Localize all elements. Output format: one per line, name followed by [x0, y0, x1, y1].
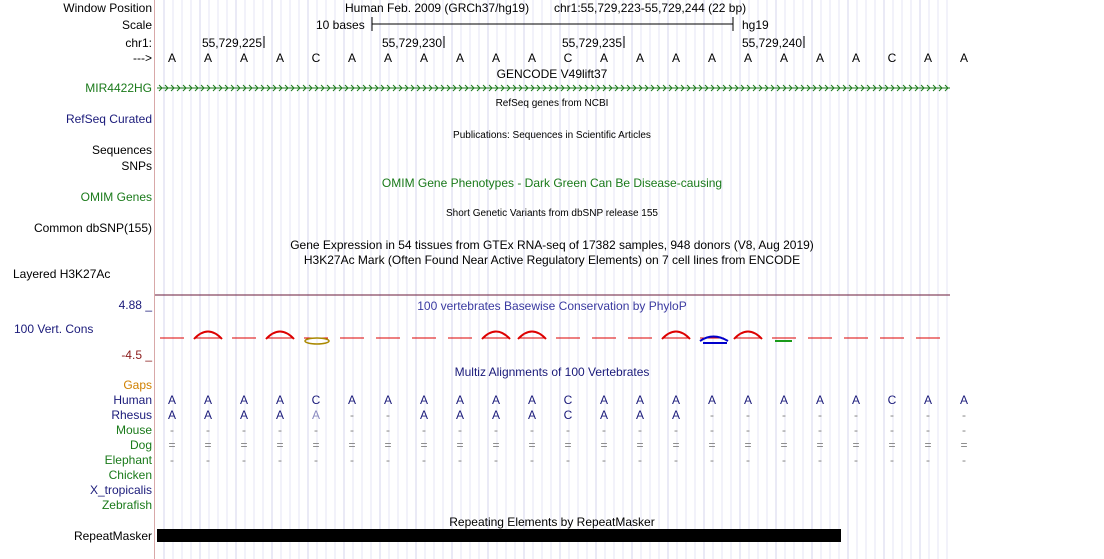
multiz-base: C	[887, 393, 897, 407]
multiz-base: A	[383, 393, 392, 407]
multiz-base: =	[276, 438, 284, 452]
multiz-base: -	[926, 408, 930, 422]
base-letter: A	[599, 51, 608, 65]
multiz-base: -	[350, 453, 354, 467]
base-letter: A	[527, 51, 536, 65]
species-label-x_tropicalis: X_tropicalis	[89, 483, 152, 497]
multiz-base: -	[818, 423, 822, 437]
track-label-vert-cons[interactable]: 100 Vert. Cons	[14, 322, 94, 336]
multiz-base: A	[779, 393, 788, 407]
multiz-base: =	[852, 438, 860, 452]
multiz-base: A	[671, 393, 680, 407]
coordinate-label: 55,729,235	[561, 36, 622, 50]
multiz-base: A	[239, 408, 248, 422]
multiz-base: A	[743, 393, 752, 407]
multiz-base: A	[239, 393, 248, 407]
coordinate-label: 55,729,240	[741, 36, 802, 50]
multiz-base: -	[854, 408, 858, 422]
multiz-base: -	[818, 453, 822, 467]
multiz-base: A	[491, 393, 500, 407]
base-letter: A	[923, 51, 932, 65]
base-letter: A	[167, 51, 176, 65]
track-label-dbsnp[interactable]: Common dbSNP(155)	[33, 221, 152, 235]
multiz-base: -	[494, 453, 498, 467]
multiz-base: A	[275, 408, 284, 422]
multiz-base: C	[311, 393, 321, 407]
assembly-title: Human Feb. 2009 (GRCh37/hg19)	[345, 1, 530, 15]
multiz-base: -	[278, 453, 282, 467]
base-letter: A	[671, 51, 680, 65]
gene-label-mir4422hg[interactable]: MIR4422HG	[85, 81, 152, 95]
multiz-base: =	[780, 438, 788, 452]
multiz-base: -	[638, 423, 642, 437]
base-letter: A	[959, 51, 968, 65]
multiz-base: =	[636, 438, 644, 452]
track-label-omim[interactable]: OMIM Genes	[80, 190, 152, 204]
multiz-base: A	[707, 393, 716, 407]
multiz-base: =	[348, 438, 356, 452]
multiz-title: Multiz Alignments of 100 Vertebrates	[454, 365, 650, 379]
multiz-base: =	[420, 438, 428, 452]
base-letter: A	[347, 51, 356, 65]
multiz-base: -	[170, 453, 174, 467]
multiz-base: =	[168, 438, 176, 452]
multiz-base: A	[167, 408, 176, 422]
multiz-base: -	[962, 408, 966, 422]
multiz-base: -	[782, 453, 786, 467]
multiz-base: =	[240, 438, 248, 452]
multiz-base: -	[674, 453, 678, 467]
multiz-base: -	[890, 453, 894, 467]
multiz-base: -	[206, 423, 210, 437]
base-letter: A	[707, 51, 716, 65]
multiz-base: A	[167, 393, 176, 407]
base-letter: A	[491, 51, 500, 65]
chromosome-label: chr1:	[125, 36, 152, 50]
multiz-base: A	[203, 393, 212, 407]
multiz-base: -	[314, 453, 318, 467]
multiz-base: -	[782, 423, 786, 437]
multiz-base: -	[350, 408, 354, 422]
multiz-base: =	[744, 438, 752, 452]
multiz-base: A	[347, 393, 356, 407]
multiz-base: -	[386, 423, 390, 437]
multiz-base: -	[854, 423, 858, 437]
species-label-dog: Dog	[129, 438, 152, 452]
multiz-base: -	[242, 453, 246, 467]
publications-title: Publications: Sequences in Scientific Articles	[453, 130, 651, 141]
base-letter: C	[887, 51, 897, 65]
multiz-base: -	[386, 453, 390, 467]
base-letter: A	[275, 51, 284, 65]
multiz-base: -	[170, 423, 174, 437]
multiz-base: A	[851, 393, 860, 407]
multiz-base: -	[962, 423, 966, 437]
base-letter: A	[743, 51, 752, 65]
multiz-base: -	[854, 453, 858, 467]
multiz-base: =	[600, 438, 608, 452]
species-label-human: Human	[113, 393, 152, 407]
multiz-base: A	[671, 408, 680, 422]
multiz-base: A	[275, 393, 284, 407]
multiz-base: A	[491, 408, 500, 422]
multiz-base: -	[746, 453, 750, 467]
phylop-blue-mark	[700, 337, 728, 342]
base-letter: A	[239, 51, 248, 65]
dbsnp-title: Short Genetic Variants from dbSNP release 155	[446, 208, 658, 219]
track-label-snps[interactable]: SNPs	[121, 159, 152, 173]
multiz-base: =	[672, 438, 680, 452]
multiz-base: A	[599, 393, 608, 407]
multiz-base: A	[527, 408, 536, 422]
multiz-base: -	[350, 423, 354, 437]
coordinate-label: 55,729,230	[381, 36, 442, 50]
multiz-base: A	[419, 393, 428, 407]
scale-bar-db: hg19	[742, 18, 769, 32]
multiz-base: -	[422, 453, 426, 467]
multiz-base: A	[959, 393, 968, 407]
window-position-label: Window Position	[63, 1, 152, 15]
multiz-base: -	[566, 453, 570, 467]
phylop-low-mark	[305, 338, 329, 344]
multiz-base: =	[960, 438, 968, 452]
base-letter: A	[779, 51, 788, 65]
multiz-base: -	[890, 408, 894, 422]
multiz-base: -	[242, 423, 246, 437]
multiz-base: -	[530, 423, 534, 437]
multiz-base: A	[419, 408, 428, 422]
base-letter: A	[635, 51, 644, 65]
multiz-base: =	[888, 438, 896, 452]
multiz-base: =	[204, 438, 212, 452]
multiz-base: A	[599, 408, 608, 422]
track-label-refseq[interactable]: RefSeq Curated	[65, 112, 152, 126]
coordinate-label: 55,729,225	[201, 36, 262, 50]
base-letter: A	[851, 51, 860, 65]
multiz-base: -	[926, 423, 930, 437]
multiz-base: -	[278, 423, 282, 437]
repeatmasker-title: Repeating Elements by RepeatMasker	[449, 515, 655, 529]
species-label-zebrafish: Zebrafish	[101, 498, 152, 512]
gencode-title: GENCODE V49lift37	[496, 67, 608, 81]
multiz-base: A	[455, 408, 464, 422]
multiz-base: -	[602, 423, 606, 437]
species-label-mouse: Mouse	[115, 423, 152, 437]
multiz-base: A	[815, 393, 824, 407]
species-label-elephant: Elephant	[104, 453, 152, 467]
scale-bar-text: 10 bases	[316, 18, 365, 32]
multiz-base: -	[314, 423, 318, 437]
multiz-base: =	[564, 438, 572, 452]
track-label-gaps[interactable]: Gaps	[123, 378, 152, 392]
multiz-base: -	[386, 408, 390, 422]
multiz-base: -	[602, 453, 606, 467]
track-label-sequences[interactable]: Sequences	[91, 143, 152, 157]
multiz-base: =	[924, 438, 932, 452]
base-letter: A	[383, 51, 392, 65]
multiz-base: -	[674, 423, 678, 437]
scale-label: Scale	[121, 18, 152, 32]
multiz-base: =	[528, 438, 536, 452]
multiz-base: A	[203, 408, 212, 422]
base-letter: A	[815, 51, 824, 65]
multiz-base: -	[710, 453, 714, 467]
h3k27ac-title: H3K27Ac Mark (Often Found Near Active Regulatory Elements) on 7 cell lines from ENCODE	[303, 253, 801, 267]
multiz-base: -	[926, 453, 930, 467]
multiz-base: A	[635, 408, 644, 422]
multiz-base: -	[962, 453, 966, 467]
base-letter: A	[203, 51, 212, 65]
multiz-base: A	[635, 393, 644, 407]
multiz-base: =	[708, 438, 716, 452]
window-position-value: chr1:55,729,223-55,729,244 (22 bp)	[554, 1, 747, 15]
multiz-base: A	[923, 393, 932, 407]
multiz-base: =	[492, 438, 500, 452]
multiz-base: -	[422, 423, 426, 437]
track-label-h3k27ac[interactable]: Layered H3K27Ac	[13, 267, 111, 281]
multiz-base: -	[458, 453, 462, 467]
base-letter: C	[563, 51, 573, 65]
track-label-repeatmasker[interactable]: RepeatMasker	[73, 529, 152, 543]
multiz-base: =	[456, 438, 464, 452]
omim-title: OMIM Gene Phenotypes - Dark Green Can Be Disease-causing	[381, 176, 723, 190]
multiz-base: C	[563, 393, 573, 407]
multiz-base: =	[312, 438, 320, 452]
multiz-base: A	[455, 393, 464, 407]
multiz-base: -	[890, 423, 894, 437]
base-letter: A	[455, 51, 464, 65]
multiz-base: -	[818, 408, 822, 422]
species-label-rhesus: Rhesus	[111, 408, 152, 422]
multiz-base: -	[566, 423, 570, 437]
repeatmasker-block	[157, 529, 841, 542]
multiz-base: =	[384, 438, 392, 452]
phylop-max-label: 4.88 _	[118, 298, 152, 312]
multiz-base: -	[710, 408, 714, 422]
multiz-base: -	[746, 423, 750, 437]
multiz-base: -	[782, 408, 786, 422]
base-letter: C	[311, 51, 321, 65]
multiz-base: -	[746, 408, 750, 422]
base-letter: A	[419, 51, 428, 65]
phylop-min-label: -4.5 _	[121, 348, 152, 362]
refseq-title: RefSeq genes from NCBI	[495, 98, 609, 109]
multiz-base: -	[494, 423, 498, 437]
multiz-base: =	[816, 438, 824, 452]
multiz-base: -	[710, 423, 714, 437]
multiz-base: A	[527, 393, 536, 407]
multiz-base: A	[311, 408, 320, 422]
strand-label: --->	[133, 51, 152, 65]
gtex-title: Gene Expression in 54 tissues from GTEx RNA-seq of 17382 samples, 948 donors (V8, Aug 2019)	[290, 238, 814, 252]
multiz-base: -	[206, 453, 210, 467]
multiz-base: -	[458, 423, 462, 437]
species-label-chicken: Chicken	[108, 468, 152, 482]
phylop-title: 100 vertebrates Basewise Conservation by PhyloP	[417, 299, 687, 313]
multiz-base: -	[638, 453, 642, 467]
multiz-base: -	[530, 453, 534, 467]
multiz-base: C	[563, 408, 573, 422]
